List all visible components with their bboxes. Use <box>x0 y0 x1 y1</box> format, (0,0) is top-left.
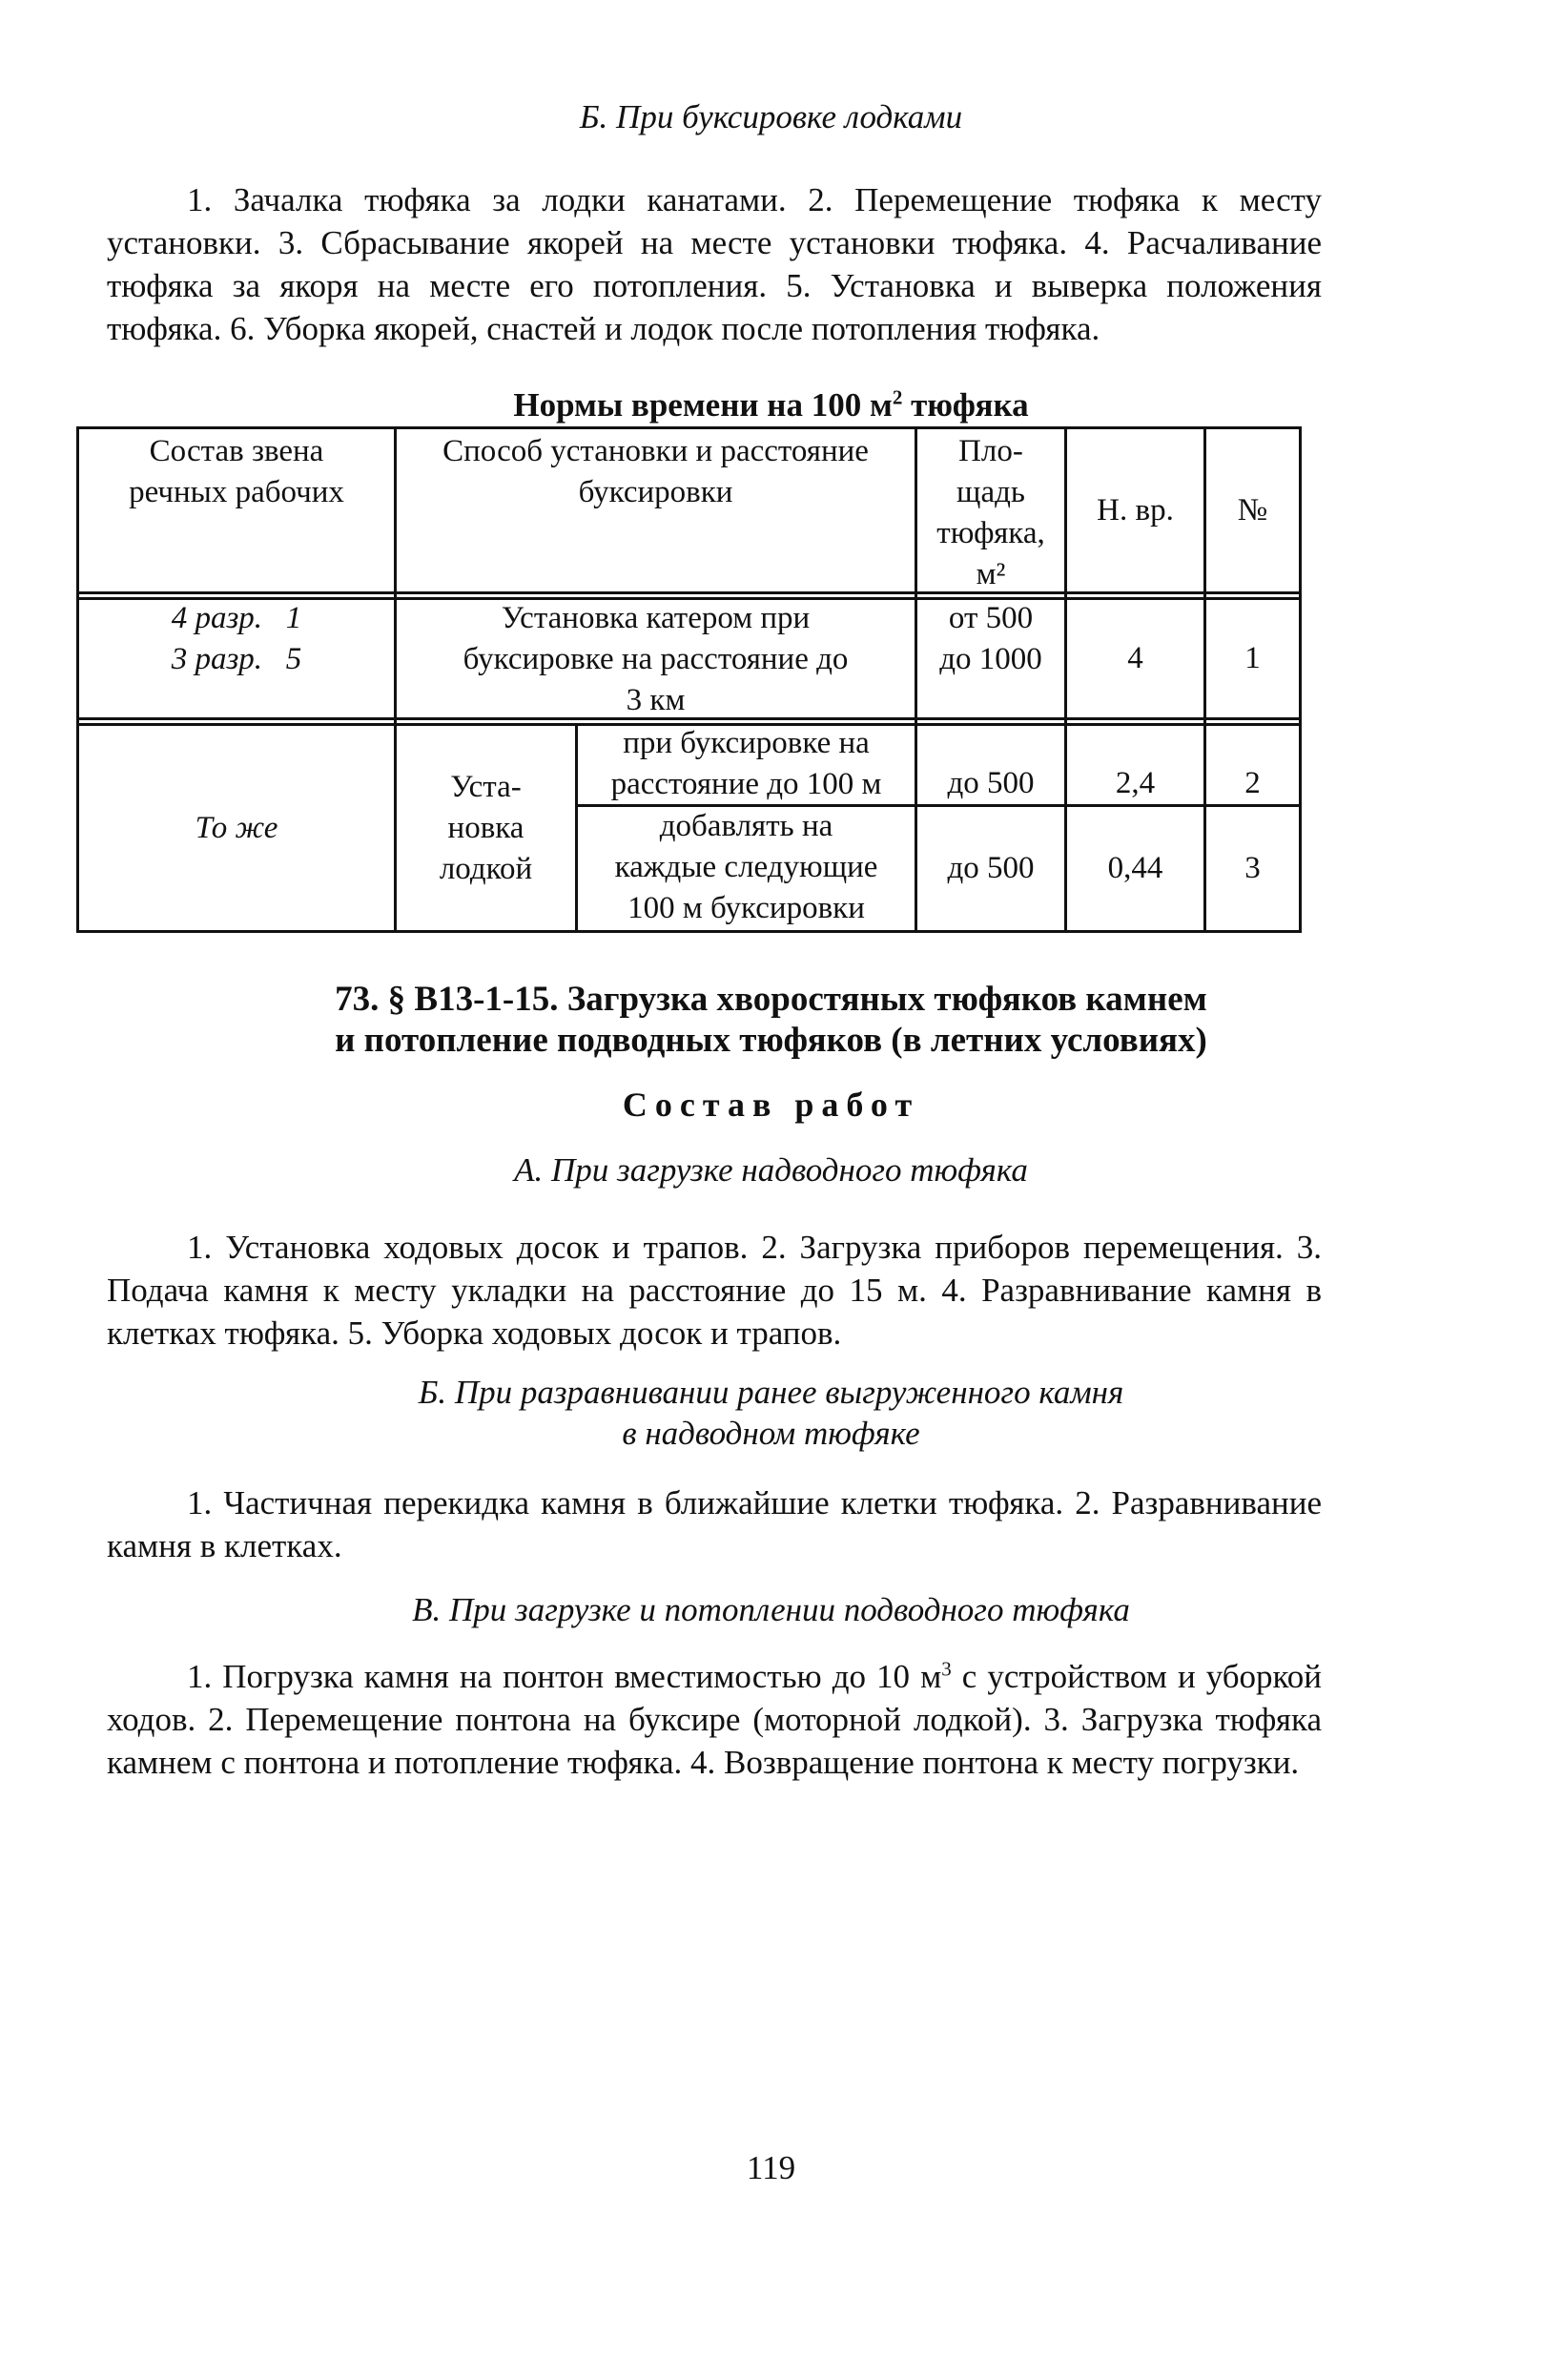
row1-area <box>917 598 1064 680</box>
subrow2-area-value: до 500 <box>947 851 1035 885</box>
subrow2-number <box>1206 807 1299 930</box>
subrow2-method-line: добавлять на <box>659 809 833 843</box>
work-steps-paragraph-b <box>107 1481 1322 1567</box>
row1-area-line: от 500 <box>948 601 1034 635</box>
subrow1-method <box>578 723 915 805</box>
cubic-superscript: 3 <box>941 1657 952 1681</box>
work-steps-paragraph-1 <box>107 178 1322 350</box>
group-method-line: новка <box>447 810 524 845</box>
subrow2-number-value: 3 <box>1244 851 1261 885</box>
subrow1-area <box>917 763 1064 804</box>
section-b-title: Б. При буксировке лодками <box>579 98 963 135</box>
row1-crew-line: 3 разр. 5 <box>171 642 302 676</box>
row1-method-line: буксировке на расстояние до <box>463 642 849 676</box>
subrow2-norm-value: 0,44 <box>1107 851 1163 885</box>
table-line <box>76 930 1302 933</box>
row1-crew-line: 4 разр. 1 <box>171 601 302 635</box>
subrow2-method-line: каждые следующие <box>614 850 878 884</box>
sub-b-title-line2: в надводном тюфяке <box>622 1415 920 1452</box>
table-line <box>76 591 1302 594</box>
page-number: 119 <box>746 2149 796 2186</box>
work-steps-a-text: 1. Установка ходовых досок и трапов. 2. Загрузка приборов перемещения. 3. Подача камня к месту укладки на расстояние до 15 м. 4. Разравнивание камня в клетках тюфяка. 5. Уборка ходовых досок и трапов. <box>107 1229 1322 1352</box>
group-crew <box>79 726 394 930</box>
header-norm-text: Н. вр. <box>1097 492 1174 528</box>
row1-norm <box>1067 600 1203 717</box>
work-steps-c-text-end: с устройством и уборкой ходов. 2. Перемещение понтона на буксире (моторной лодкой). 3. Загрузка тюфяка камнем с понтона и потопление тюфяка. 4. Возвращение понтона к месту погрузки. <box>107 1658 1323 1781</box>
work-steps-c-text: 1. Погрузка камня на понтон вместимостью до 10 м <box>187 1658 942 1695</box>
header-crew-line: Состав звена <box>149 434 324 468</box>
group-crew-text: То же <box>195 810 278 845</box>
header-area <box>917 431 1064 595</box>
row1-method <box>397 598 915 721</box>
header-method-line: Способ установки и расстояние <box>442 434 869 468</box>
work-steps-paragraph-c <box>107 1655 1322 1784</box>
row1-area-line: до 1000 <box>939 642 1042 676</box>
row1-crew <box>79 598 394 680</box>
header-area-line: м² <box>976 557 1006 591</box>
table-caption <box>0 383 1542 426</box>
row1-method-line: 3 км <box>626 683 686 717</box>
subrow2-area <box>917 807 1064 930</box>
subrow2-method-line: 100 м буксировки <box>627 891 865 925</box>
subrow1-number-value: 2 <box>1244 766 1261 800</box>
table-caption-text: Нормы времени на 100 м <box>513 386 893 424</box>
subrow1-area-value: до 500 <box>947 766 1035 800</box>
work-steps-paragraph-a <box>107 1226 1322 1355</box>
subrow1-method-line: расстояние до 100 м <box>610 767 882 801</box>
sub-c-title: В. При загрузке и потоплении подводного тюфяка <box>412 1591 1130 1628</box>
subrow2-method <box>578 806 915 929</box>
work-steps-b-text: 1. Частичная перекидка камня в ближайшие клетки тюфяка. 2. Разравнивание камня в клетках. <box>107 1484 1322 1564</box>
header-method <box>397 431 915 513</box>
table-line <box>1299 426 1302 933</box>
subrow1-method-line: при буксировке на <box>623 726 870 760</box>
section-73-title-line1: 73. § В13-1-15. Загрузка хворостяных тюфяков камнем <box>335 980 1207 1019</box>
header-method-line: буксировки <box>578 475 733 509</box>
section-73-title-line2: и потопление подводных тюфяков (в летних условиях) <box>335 1021 1207 1060</box>
subrow1-number <box>1206 763 1299 804</box>
header-crew-line: речных рабочих <box>129 475 344 509</box>
header-crew <box>79 431 394 513</box>
subrow1-norm-value: 2,4 <box>1115 766 1156 800</box>
work-steps-text: 1. Зачалка тюфяка за лодки канатами. 2. Перемещение тюфяка к месту установки. 3. Сбрасывание якорей на месте установки тюфяка. 4. Расчаливание тюфяка за якоря на месте его потопления. 5. Установка и выверка положения тюфяка. 6. Уборка якорей, снастей и лодок после потопления тюфяка. <box>107 181 1322 347</box>
table-caption-superscript: 2 <box>892 385 903 409</box>
header-area-line: щадь <box>956 475 1025 509</box>
sub-b-title-line1: Б. При разравнивании ранее выгруженного камня <box>418 1374 1124 1411</box>
header-area-line: Пло- <box>958 434 1023 468</box>
row1-number <box>1206 600 1299 717</box>
group-method-line: Уста- <box>450 769 522 804</box>
sub-a-title: А. При загрузке надводного тюфяка <box>514 1151 1028 1189</box>
header-number-text: № <box>1237 492 1268 528</box>
composition-title: Состав работ <box>622 1086 920 1124</box>
header-number <box>1206 429 1299 591</box>
header-norm <box>1067 429 1203 591</box>
group-method-line: лодкой <box>439 851 533 886</box>
row1-number-value: 1 <box>1244 641 1261 675</box>
subrow1-norm <box>1067 763 1203 804</box>
table-caption-end: тюфяка <box>902 386 1029 424</box>
subrow2-norm <box>1067 807 1203 930</box>
row1-norm-value: 4 <box>1127 641 1143 675</box>
group-method-main <box>397 726 575 930</box>
row1-method-line: Установка катером при <box>501 601 811 635</box>
header-area-line: тюфяка, <box>936 516 1045 550</box>
